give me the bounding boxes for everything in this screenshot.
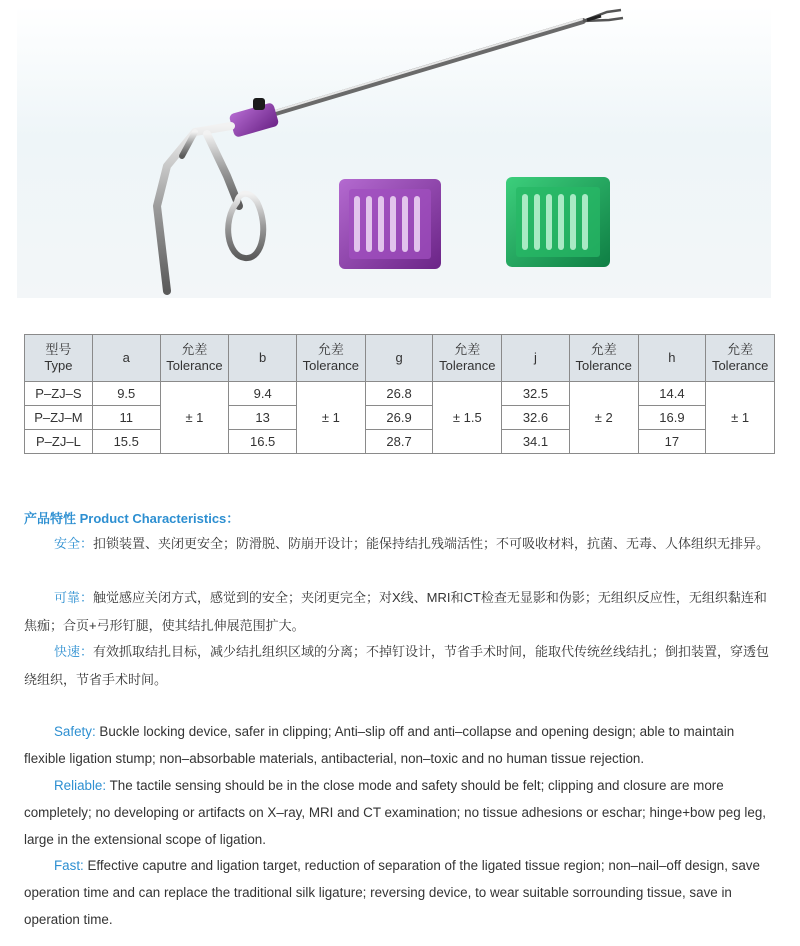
header-j: j <box>502 335 570 382</box>
en-text-fast: Effective caputre and ligation target, reduction of separation of the ligated tissue region; non–nail–off design, save operation time and can replace the traditional silk ligature; reversing device, to wear suitable sorrounding tissue, save in operation time. <box>24 858 760 927</box>
header-tolerance: 允差 Tolerance <box>706 335 775 382</box>
en-label-reliable: Reliable: <box>54 778 107 793</box>
en-text-reliable: The tactile sensing should be in the close mode and safety should be felt; clipping and closure are more completely; no developing or artifacts on X–ray, MRI and CT examination; no tissue adhesions or eschar; hinge+bow peg leg, large in the extensional scope of ligation. <box>24 778 766 847</box>
cell-b: 13 <box>229 406 297 430</box>
cell-h: 14.4 <box>638 382 706 406</box>
header-g: g <box>365 335 433 382</box>
cell-tolerance-j: ± 2 <box>569 382 638 454</box>
cell-a: 9.5 <box>92 382 160 406</box>
cell-tolerance-g: ± 1.5 <box>433 382 502 454</box>
table-row <box>25 430 775 454</box>
cell-g: 26.9 <box>365 406 433 430</box>
cell-tolerance-b: ± 1 <box>297 382 366 454</box>
zh-text-reliable: 触觉感应关闭方式，感觉到的安全；夹闭更完全；对X线、MRI和CT检查无显影和伪影；无组织反应性，无组织黏连和焦痂；合页+弓形钉腿，使其结扎伸展范围扩大。 <box>24 590 767 633</box>
header-tolerance: 允差 Tolerance <box>297 335 366 382</box>
applier-handle <box>157 126 263 291</box>
specification-table <box>24 334 775 454</box>
applier-shaft <box>272 19 583 114</box>
table-row <box>25 406 775 430</box>
en-label-safety: Safety: <box>54 724 96 739</box>
cell-j: 32.5 <box>502 382 570 406</box>
header-b: b <box>229 335 297 382</box>
zh-paragraph-safety <box>24 530 776 558</box>
cell-type: P–ZJ–S <box>25 382 93 406</box>
cell-j: 34.1 <box>502 430 570 454</box>
header-tolerance: 允差 Tolerance <box>160 335 229 382</box>
en-paragraph-reliable <box>24 772 776 853</box>
cell-j: 32.6 <box>502 406 570 430</box>
en-paragraph-fast <box>24 852 776 933</box>
header-h: h <box>638 335 706 382</box>
zh-label-fast: 快速： <box>54 644 94 659</box>
clip-applier-illustration <box>17 6 771 298</box>
header-a: a <box>92 335 160 382</box>
cell-type: P–ZJ–L <box>25 430 93 454</box>
cell-type: P–ZJ–M <box>25 406 93 430</box>
table-header-row <box>25 335 775 382</box>
header-type: 型号 Type <box>25 335 93 382</box>
cell-a: 15.5 <box>92 430 160 454</box>
table-row <box>25 382 775 406</box>
cell-b: 9.4 <box>229 382 297 406</box>
zh-label-safety: 安全： <box>54 536 94 551</box>
rotation-knob <box>229 98 280 138</box>
zh-label-reliable: 可靠： <box>54 590 94 605</box>
cell-h: 17 <box>638 430 706 454</box>
product-photo <box>17 6 771 298</box>
green-clip-cartridge <box>506 177 610 267</box>
cell-g: 28.7 <box>365 430 433 454</box>
applier-jaws <box>583 10 623 21</box>
zh-text-safety: 扣锁装置、夹闭更安全；防滑脱、防崩开设计；能保持结扎残端活性；不可吸收材料，抗菌、无毒、人体组织无排异。 <box>93 536 770 551</box>
header-tolerance: 允差 Tolerance <box>569 335 638 382</box>
cell-h: 16.9 <box>638 406 706 430</box>
en-label-fast: Fast: <box>54 858 84 873</box>
section-title: 产品特性 Product Characteristics： <box>24 511 240 526</box>
header-tolerance: 允差 Tolerance <box>433 335 502 382</box>
cell-a: 11 <box>92 406 160 430</box>
purple-clip-cartridge <box>339 179 441 269</box>
cell-tolerance-a: ± 1 <box>160 382 229 454</box>
zh-paragraph-reliable <box>24 584 776 640</box>
cell-tolerance-h: ± 1 <box>706 382 775 454</box>
en-text-safety: Buckle locking device, safer in clipping; Anti–slip off and anti–collapse and opening design; able to maintain flexible ligation stump; non–absorbable materials, antibacterial, non–toxic and no human tissue rejection. <box>24 724 735 766</box>
en-paragraph-safety <box>24 718 776 772</box>
zh-text-fast: 有效抓取结扎目标，减少结扎组织区域的分离；不掉钉设计，节省手术时间，能取代传统丝线结扎；倒扣装置，穿透包绕组织，节省手术时间。 <box>24 644 770 687</box>
cell-g: 26.8 <box>365 382 433 406</box>
zh-paragraph-fast <box>24 638 776 694</box>
cell-b: 16.5 <box>229 430 297 454</box>
